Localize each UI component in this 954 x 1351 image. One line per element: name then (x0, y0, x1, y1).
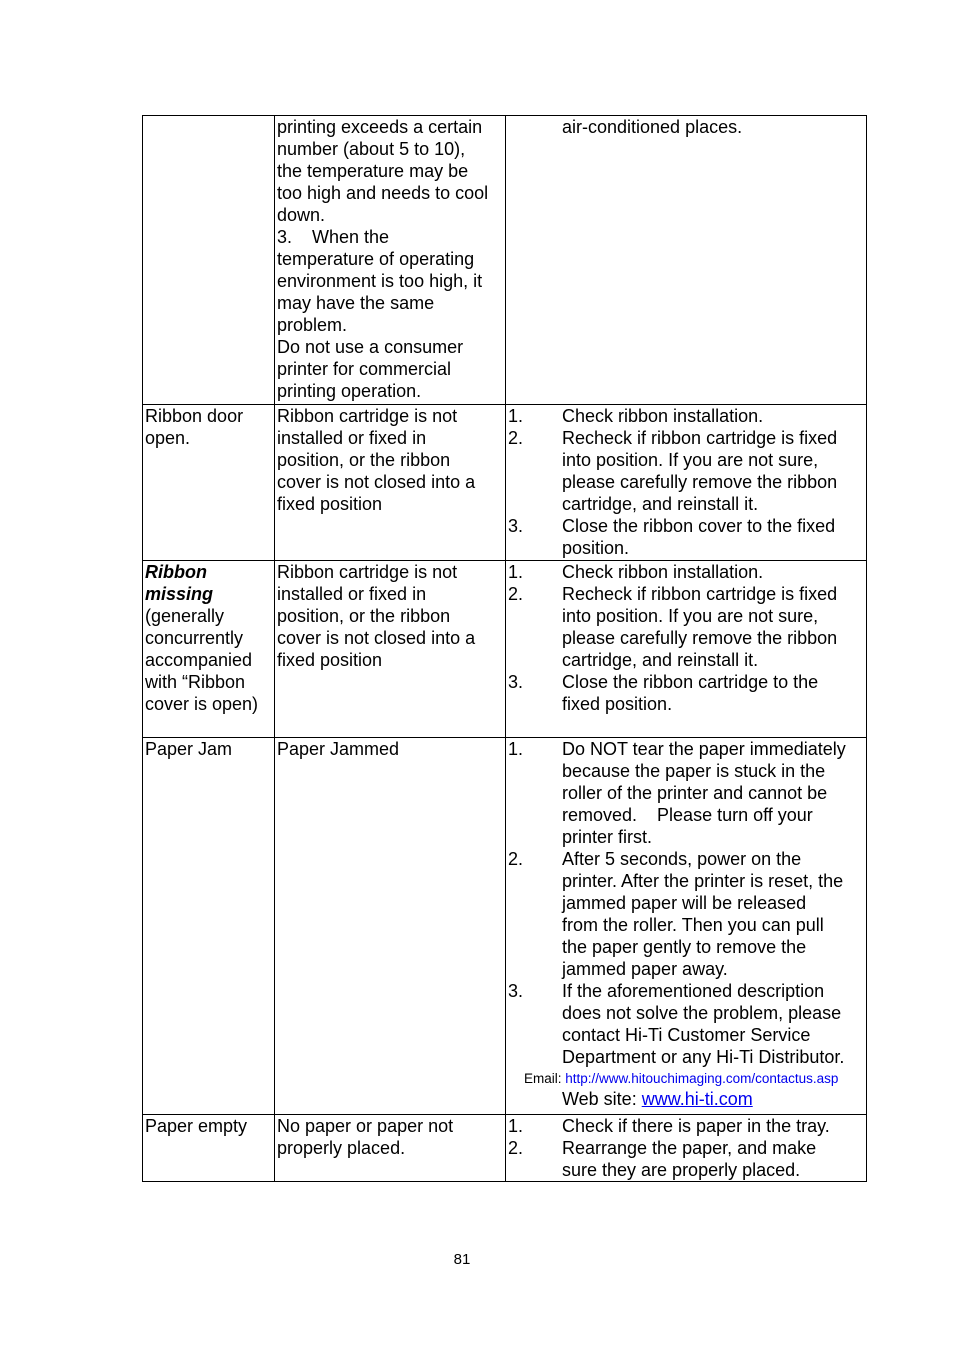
cause-line: cover is not closed into a (277, 628, 476, 648)
list-item (508, 405, 866, 427)
solution-steps (508, 1115, 866, 1181)
email-label: Email: (524, 1071, 566, 1086)
cause-cell (275, 738, 506, 1115)
cause-line: number (about 5 to 10), (277, 139, 466, 159)
issue-title-line: missing (145, 584, 214, 604)
website-label: Web site: (562, 1089, 642, 1109)
list-item (508, 583, 866, 671)
step-line: position. (562, 538, 630, 558)
step-line: Do NOT tear the paper immediately (562, 739, 846, 759)
cause-line: Ribbon cartridge is not (277, 562, 458, 582)
website-link[interactable]: www.hi-ti.com (641, 1089, 753, 1109)
table-row (143, 405, 867, 561)
step-line: because the paper is stuck in the (562, 761, 826, 781)
step-line: printer first. (562, 827, 653, 847)
solution-cell (506, 1115, 867, 1182)
step-line: Department or any Hi-Ti Distributor. (562, 1047, 845, 1067)
step-line: Close the ribbon cartridge to the (562, 672, 819, 692)
cause-line: cover is not closed into a (277, 472, 476, 492)
solution-cell (506, 116, 867, 405)
table-row (143, 1115, 867, 1182)
step-line: Check ribbon installation. (562, 406, 764, 426)
cause-line: down. (277, 205, 326, 225)
cause-line: may have the same (277, 293, 435, 313)
troubleshooting-table (142, 115, 867, 1182)
step-line: fixed position. (562, 694, 673, 714)
cause-cell (275, 1115, 506, 1182)
step-number: 1. (508, 1116, 524, 1136)
solution-cell (506, 561, 867, 738)
table-row (143, 738, 867, 1115)
issue-cell (143, 1115, 275, 1182)
step-line: roller of the printer and cannot be (562, 783, 828, 803)
issue-line: accompanied (145, 650, 253, 670)
step-number: 2. (508, 1138, 524, 1158)
step-line: jammed paper away. (562, 959, 728, 979)
step-number: 2. (508, 849, 524, 869)
step-line: please carefully remove the ribbon (562, 472, 838, 492)
solution-line: air-conditioned places. (562, 117, 743, 137)
issue-line: cover is open) (145, 694, 259, 714)
step-line: from the roller. Then you can pull (562, 915, 824, 935)
cause-line: Paper Jammed (277, 739, 400, 759)
step-line: contact Hi-Ti Customer Service (562, 1025, 811, 1045)
cause-line: printing exceeds a certain (277, 117, 483, 137)
list-item (508, 738, 866, 848)
issue-title-line: Ribbon (145, 562, 207, 582)
issue-line: open. (145, 428, 191, 448)
table-row (143, 116, 867, 405)
step-number: 1. (508, 562, 524, 582)
step-number: 1. (508, 739, 524, 759)
step-line: cartridge, and reinstall it. (562, 494, 759, 514)
step-number: 3. (508, 672, 524, 692)
cause-line: position, or the ribbon (277, 450, 451, 470)
list-item (508, 1115, 866, 1137)
solution-steps (508, 738, 866, 1068)
list-item (508, 1137, 866, 1181)
step-line: Rearrange the paper, and make (562, 1138, 817, 1158)
email-line (508, 1070, 866, 1088)
cause-line: environment is too high, it (277, 271, 483, 291)
step-line: After 5 seconds, power on the (562, 849, 802, 869)
cause-line: too high and needs to cool (277, 183, 489, 203)
issue-line: concurrently (145, 628, 244, 648)
cause-line: fixed position (277, 494, 383, 514)
step-line: printer. After the printer is reset, the (562, 871, 844, 891)
step-line: Close the ribbon cover to the fixed (562, 516, 836, 536)
step-line: If the aforementioned description (562, 981, 825, 1001)
list-item (508, 561, 866, 583)
website-line (508, 1088, 866, 1110)
issue-line: Paper Jam (145, 739, 233, 759)
step-number: 2. (508, 428, 524, 448)
list-item (508, 671, 866, 715)
list-item (508, 515, 866, 559)
issue-cell (143, 738, 275, 1115)
cause-line: installed or fixed in (277, 428, 427, 448)
step-number: 3. (508, 981, 524, 1001)
issue-cell (143, 116, 275, 405)
step-line: removed. Please turn off your (562, 805, 813, 825)
cause-line: properly placed. (277, 1138, 406, 1158)
issue-cell (143, 405, 275, 561)
cause-cell (275, 405, 506, 561)
cause-line: printer for commercial (277, 359, 452, 379)
step-number: 1. (508, 406, 524, 426)
step-line: into position. If you are not sure, (562, 606, 819, 626)
step-line: please carefully remove the ribbon (562, 628, 838, 648)
list-item (508, 980, 866, 1068)
issue-line: Paper empty (145, 1116, 248, 1136)
cause-line: temperature of operating (277, 249, 475, 269)
cause-line: problem. (277, 315, 348, 335)
list-item (508, 848, 866, 980)
cause-cell (275, 116, 506, 405)
cause-line: printing operation. (277, 381, 422, 401)
issue-line: Ribbon door (145, 406, 244, 426)
step-line: sure they are properly placed. (562, 1160, 801, 1180)
step-line: does not solve the problem, please (562, 1003, 842, 1023)
step-line: Recheck if ribbon cartridge is fixed (562, 428, 838, 448)
step-number: 3. (508, 516, 524, 536)
step-line: Recheck if ribbon cartridge is fixed (562, 584, 838, 604)
issue-line: (generally (145, 606, 225, 626)
step-line: the paper gently to remove the (562, 937, 807, 957)
step-line: Check ribbon installation. (562, 562, 764, 582)
table-row (143, 561, 867, 738)
cause-line: position, or the ribbon (277, 606, 451, 626)
issue-line: with “Ribbon (145, 672, 246, 692)
issue-cell (143, 561, 275, 738)
cause-line: Ribbon cartridge is not (277, 406, 458, 426)
solution-cell (506, 405, 867, 561)
page-number: 81 (453, 1251, 471, 1268)
solution-steps (508, 405, 866, 559)
email-link[interactable]: http://www.hitouchimaging.com/contactus.asp (565, 1071, 839, 1086)
step-line: into position. If you are not sure, (562, 450, 819, 470)
solution-steps (508, 561, 866, 715)
cause-line: the temperature may be (277, 161, 469, 181)
step-number: 2. (508, 584, 524, 604)
list-item (508, 427, 866, 515)
solution-cell (506, 738, 867, 1115)
cause-line: installed or fixed in (277, 584, 427, 604)
cause-line: 3. When the (277, 227, 390, 247)
cause-line: fixed position (277, 650, 383, 670)
cause-line: No paper or paper not (277, 1116, 454, 1136)
step-line: jammed paper will be released (562, 893, 807, 913)
step-line: Check if there is paper in the tray. (562, 1116, 830, 1136)
cause-cell (275, 561, 506, 738)
step-line: cartridge, and reinstall it. (562, 650, 759, 670)
cause-line: Do not use a consumer (277, 337, 464, 357)
